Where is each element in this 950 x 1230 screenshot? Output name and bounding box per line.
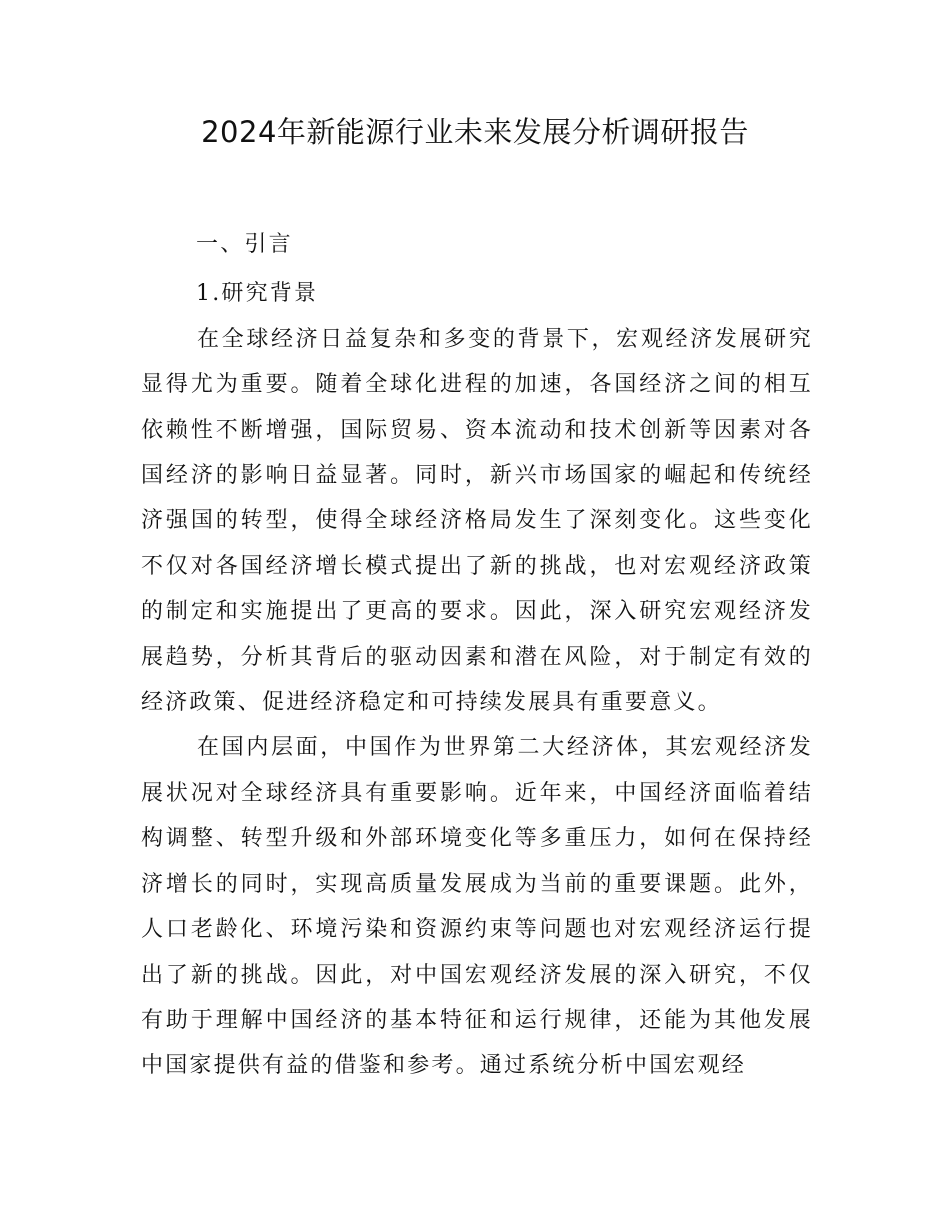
document-title: 2024年新能源行业未来发展分析调研报告 — [201, 115, 749, 149]
body-paragraph: 在国内层面，中国作为世界第二大经济体，其宏观经济发展状况对全球经济具有重要影响。近年来，中国经济面临着结构调整、转型升级和外部环境变化等多重压力，如何在保持经济增长的同时，实现高质量发展成为当前的重要课题。此外，人口老龄化、环境污染和资源约束等问题也对宏观经济运行提出了新的挑战。因此，对中国宏观经济发展的深入研究，不仅有助于理解中国经济的基本特征和运行规律，还能为其他发展中国家提供有益的借鉴和参考。通过系统分析中国宏观经 — [141, 735, 813, 1079]
section-heading: 一、引言 — [196, 232, 293, 257]
document-body — [141, 222, 813, 1089]
body-paragraph: 在全球经济日益复杂和多变的背景下，宏观经济发展研究显得尤为重要。随着全球化进程的加速，各国经济之间的相互依赖性不断增强，国际贸易、资本流动和技术创新等因素对各国经济的影响日益显著。同时，新兴市场国家的崛起和传统经济强国的转型，使得全球经济格局发生了深刻变化。这些变化不仅对各国经济增长模式提出了新的挑战，也对宏观经济政策的制定和实施提出了更高的要求。因此，深入研究宏观经济发展趋势，分析其背后的驱动因素和潜在风险，对于制定有效的经济政策、促进经济稳定和可持续发展具有重要意义。 — [141, 326, 813, 716]
subsection-heading: 1.研究背景 — [196, 281, 319, 307]
